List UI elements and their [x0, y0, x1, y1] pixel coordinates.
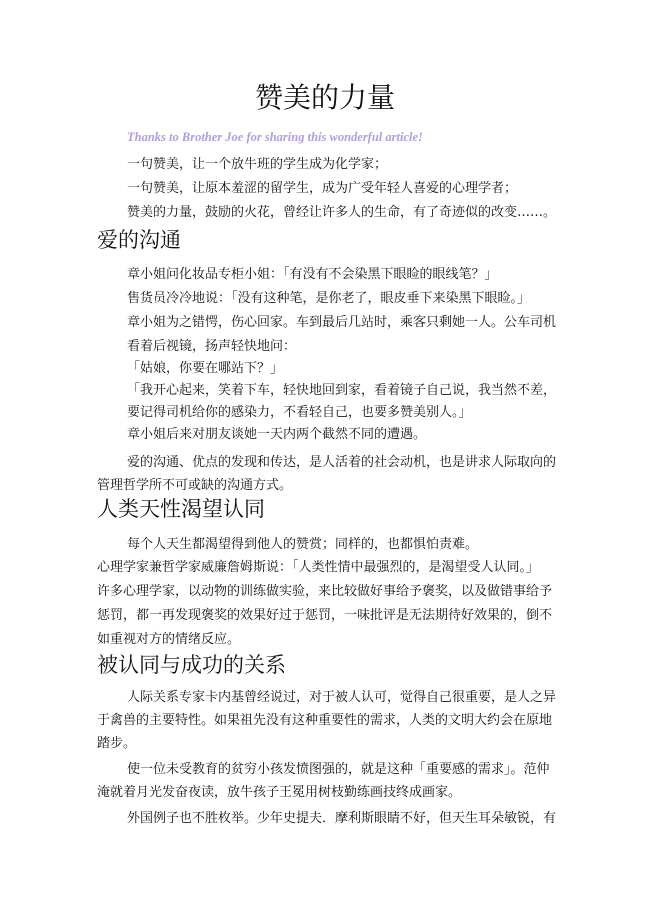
- paragraph-line: 管理哲学所不可或缺的沟通方式。: [97, 478, 293, 493]
- section-heading-recognition-success: 被认同与成功的关系: [97, 653, 286, 677]
- section-heading-love-communication: 爱的沟通: [97, 228, 181, 252]
- section-heading-human-nature: 人类天性渴望认同: [97, 497, 265, 521]
- thanks-note: Thanks to Brother Joe for sharing this wonderful article!: [127, 130, 423, 144]
- paragraph-line: 「我开心起来，笑着下车，轻快地回到家，看着镜子自己说，我当然不差，: [127, 383, 557, 398]
- paragraph-line: 许多心理学家，以动物的训练做实验，来比较做好事给予褒奖，以及做错事给予: [97, 584, 553, 599]
- paragraph-line: 售货员冷冷地说：「没有这种笔，是你老了，眼皮垂下来染黑下眼睑。」: [127, 291, 531, 306]
- paragraph-line: 人际关系专家卡内基曾经说过，对于被人认可，觉得自己很重要，是人之异: [127, 690, 557, 705]
- paragraph-line: 心理学家兼哲学家威廉詹姆斯说：「人类性情中最强烈的，是渴望受人认同。」: [97, 560, 540, 575]
- paragraph-line: 章小姐问化妆品专柜小姐：「有没有不会染黑下眼睑的眼线笔？」: [127, 267, 498, 282]
- paragraph-line: 「姑娘，你要在哪站下？」: [127, 361, 284, 376]
- paragraph-line: 如重视对方的情绪反应。: [97, 632, 241, 647]
- paragraph-line: 于禽兽的主要特性。如果祖先没有这种重要性的需求，人类的文明大约会在原地: [97, 713, 553, 728]
- paragraph-line: 章小姐后来对朋友谈她一天内两个截然不同的遭遇。: [127, 427, 427, 442]
- paragraph-line: 外国例子也不胜枚举。少年史提夫．摩利斯眼睛不好，但天生耳朵敏锐，有: [127, 811, 557, 826]
- paragraph-line: 章小姐为之错愕，伤心回家。车到最后几站时，乘客只剩她一人。公车司机: [127, 315, 557, 330]
- paragraph-line: 踏步。: [97, 736, 137, 751]
- document-title: 赞美的力量: [254, 81, 395, 114]
- paragraph-line: 爱的沟通、优点的发现和传达，是人活着的社会动机，也是讲求人际取向的: [127, 455, 557, 470]
- paragraph-line: 使一位未受教育的贫穷小孩发愤图强的，就是这种「重要感的需求」。范仲: [127, 762, 550, 777]
- intro-line: 一句赞美，让一个放牛班的学生成为化学家；: [127, 157, 388, 172]
- paragraph-line: 惩罚，都一再发现褒奖的效果好过于惩罚，一味批评是无法期待好效果的，倒不: [97, 608, 553, 623]
- intro-line: 一句赞美，让原本羞涩的留学生，成为广受年轻人喜爱的心理学者；: [127, 181, 518, 196]
- paragraph-line: 每个人天生都渴望得到他人的赞赏；同样的，也都惧怕责难。: [127, 537, 479, 552]
- paragraph-line: 淹就着月光发奋夜读，放牛孩子王冕用树枝勤练画技终成画家。: [97, 785, 462, 800]
- paragraph-line: 看着后视镜，扬声轻快地问：: [127, 339, 297, 354]
- paragraph-line: 要记得司机给你的感染力，不看轻自己，也要多赞美别人。」: [127, 405, 472, 420]
- intro-line: 赞美的力量，鼓励的火花，曾经让许多人的生命，有了奇迹似的改变……。: [127, 205, 557, 220]
